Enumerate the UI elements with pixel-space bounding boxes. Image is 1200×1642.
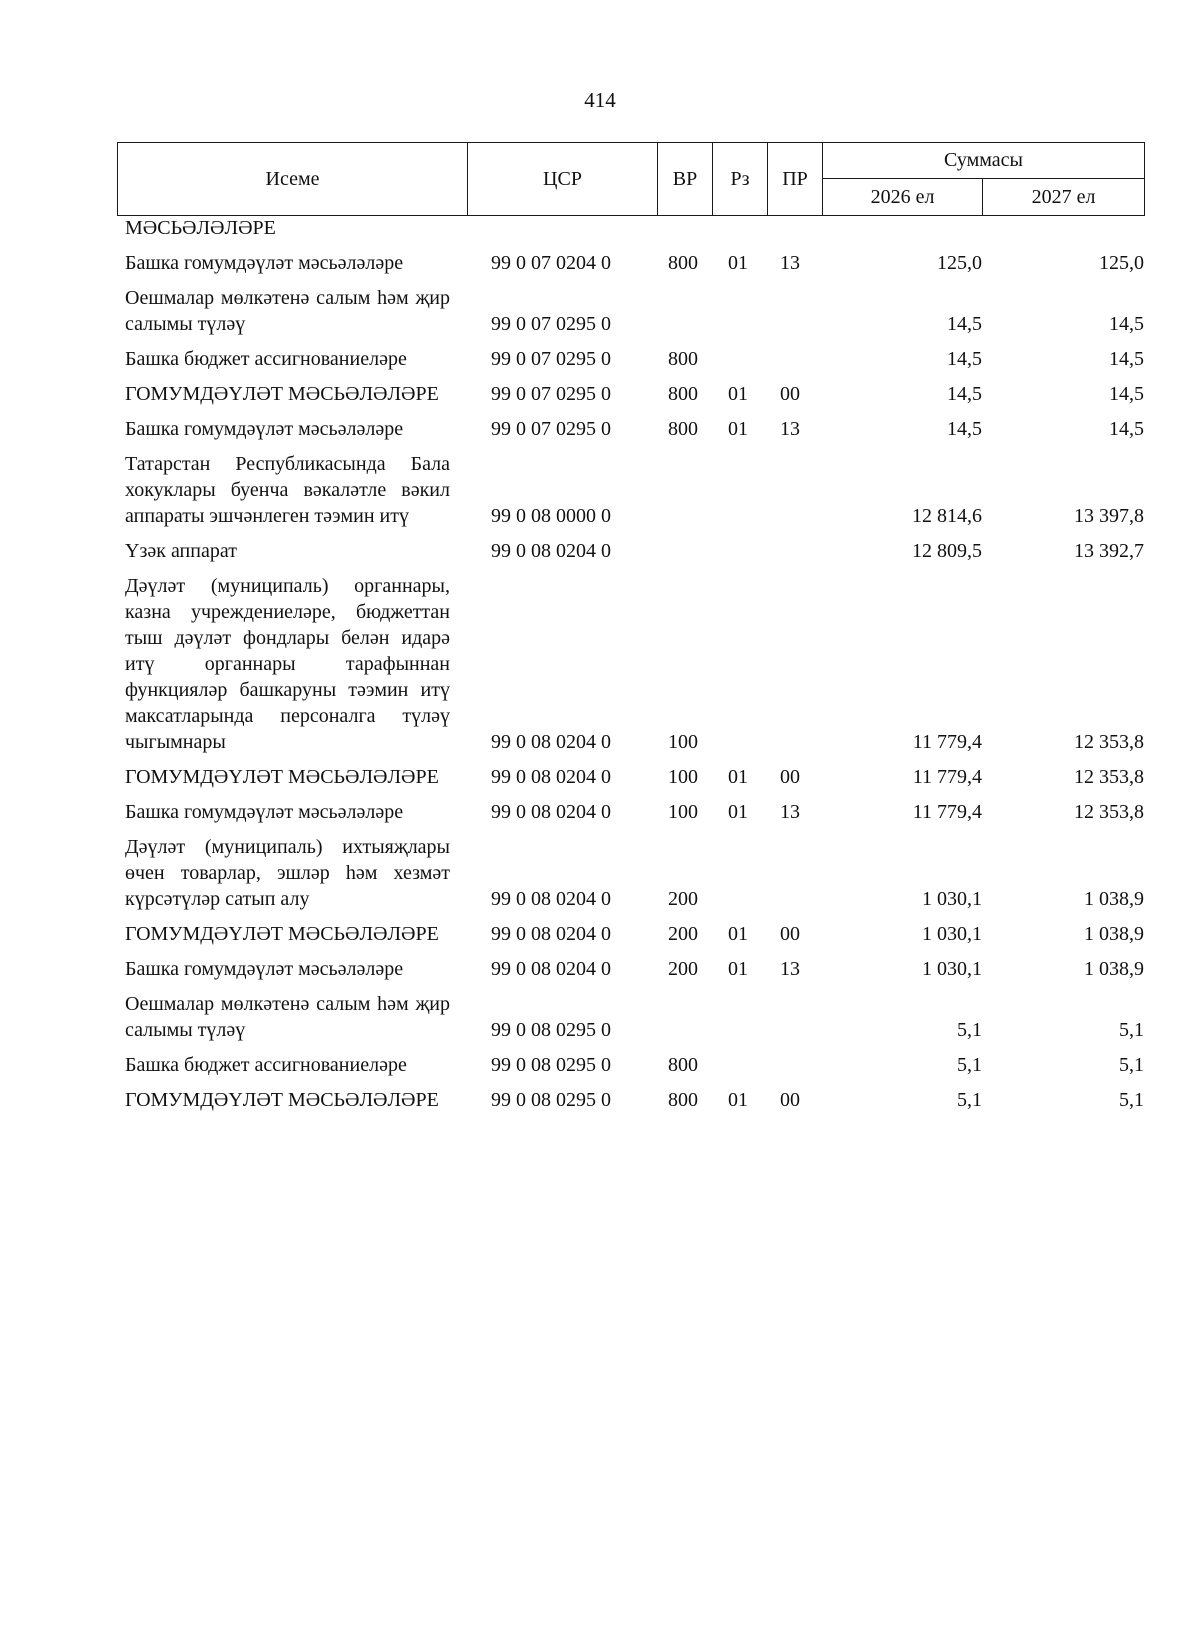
row-name-text: ГОМУМДӘҮЛӘТ МӘСЬӘЛӘЛӘРЕ [125, 766, 439, 788]
cell-sum-2027: 12 353,8 [1074, 766, 1144, 788]
cell-pr: 00 [780, 1089, 800, 1111]
cell-pr: 00 [780, 766, 800, 788]
cell-csr: 99 0 08 0204 0 [491, 731, 611, 753]
cell-vr: 800 [668, 418, 698, 440]
cell-csr: 99 0 08 0204 0 [491, 923, 611, 945]
cell-sum-2027: 12 353,8 [1074, 801, 1144, 823]
cell-csr: 99 0 07 0295 0 [491, 313, 611, 335]
cell-name [117, 799, 467, 834]
header-pr: ПР [768, 143, 823, 216]
cell-pr [767, 834, 822, 921]
table-row [117, 764, 1144, 799]
cell-sum-2027: 12 353,8 [1074, 731, 1144, 753]
table-row [117, 991, 1144, 1052]
cell-pr [767, 1052, 822, 1087]
cell-pr: 13 [780, 801, 800, 823]
table-header [117, 142, 1145, 216]
cell-sum-2027: 5,1 [1119, 1089, 1144, 1111]
cell-csr: 99 0 08 0204 0 [491, 801, 611, 823]
cell-sum-2026: 14,5 [947, 313, 982, 335]
table-row [117, 799, 1144, 834]
header-rz: Рз [713, 143, 768, 216]
cell-csr: 99 0 08 0204 0 [491, 540, 611, 562]
row-name-text: Башка гомумдәүләт мәсьәләләре [125, 801, 404, 823]
row-name-text: МӘСЬӘЛӘЛӘРЕ [125, 217, 276, 239]
cell-sum-2027: 5,1 [1119, 1054, 1144, 1076]
table-row [117, 921, 1144, 956]
cell-pr: 13 [780, 958, 800, 980]
table-row [117, 346, 1144, 381]
cell-sum-2026: 11 779,4 [912, 731, 982, 753]
cell-vr: 200 [668, 958, 698, 980]
cell-vr [657, 215, 712, 250]
cell-name [117, 1087, 467, 1122]
table-row [117, 1087, 1144, 1122]
cell-sum-2026: 14,5 [947, 418, 982, 440]
cell-csr: 99 0 07 0295 0 [491, 383, 611, 405]
cell-name [117, 1052, 467, 1087]
cell-pr [767, 346, 822, 381]
cell-name [117, 381, 467, 416]
cell-vr: 800 [668, 252, 698, 274]
cell-vr [657, 538, 712, 573]
cell-sum-2026 [822, 215, 982, 250]
cell-csr: 99 0 08 0295 0 [491, 1089, 611, 1111]
cell-name [117, 921, 467, 956]
cell-name [117, 573, 467, 764]
header-name: Исеме [118, 143, 468, 216]
table-row [117, 250, 1144, 285]
cell-sum-2027: 1 038,9 [1084, 958, 1144, 980]
cell-rz [712, 215, 767, 250]
cell-sum-2027: 13 392,7 [1074, 540, 1144, 562]
table-row [117, 1052, 1144, 1087]
cell-sum-2026: 125,0 [937, 252, 982, 274]
cell-vr: 200 [668, 923, 698, 945]
cell-sum-2026: 1 030,1 [922, 958, 982, 980]
cell-pr: 00 [780, 923, 800, 945]
cell-csr: 99 0 08 0204 0 [491, 766, 611, 788]
cell-csr: 99 0 07 0204 0 [491, 252, 611, 274]
cell-csr: 99 0 07 0295 0 [491, 348, 611, 370]
cell-pr [767, 285, 822, 346]
cell-rz [712, 285, 767, 346]
cell-vr [657, 451, 712, 538]
table-row [117, 285, 1144, 346]
cell-pr [767, 451, 822, 538]
table-row [117, 956, 1144, 991]
cell-rz [712, 834, 767, 921]
row-name-text: Башка гомумдәүләт мәсьәләләре [125, 958, 404, 980]
cell-rz [712, 991, 767, 1052]
cell-vr [657, 285, 712, 346]
table-row [117, 381, 1144, 416]
cell-sum-2026: 5,1 [957, 1089, 982, 1111]
cell-name [117, 991, 467, 1052]
cell-rz: 01 [728, 383, 748, 405]
cell-csr: 99 0 08 0204 0 [491, 888, 611, 910]
cell-sum-2026: 14,5 [947, 348, 982, 370]
cell-rz [712, 451, 767, 538]
cell-name [117, 538, 467, 573]
cell-rz [712, 346, 767, 381]
table-row [117, 215, 1144, 250]
row-name-text: ГОМУМДӘҮЛӘТ МӘСЬӘЛӘЛӘРЕ [125, 383, 439, 405]
cell-rz: 01 [728, 766, 748, 788]
cell-vr: 800 [668, 348, 698, 370]
cell-sum-2027: 14,5 [1109, 348, 1144, 370]
cell-vr: 200 [668, 888, 698, 910]
cell-sum-2026: 1 030,1 [922, 888, 982, 910]
table-row [117, 451, 1144, 538]
row-name-text: ГОМУМДӘҮЛӘТ МӘСЬӘЛӘЛӘРЕ [125, 923, 439, 945]
cell-vr: 800 [668, 383, 698, 405]
header-sums: Суммасы [823, 143, 1145, 179]
cell-pr: 13 [780, 252, 800, 274]
cell-name [117, 215, 467, 250]
cell-rz: 01 [728, 1089, 748, 1111]
cell-vr: 100 [668, 731, 698, 753]
table-row [117, 573, 1144, 764]
cell-sum-2027: 125,0 [1099, 252, 1144, 274]
cell-sum-2026: 14,5 [947, 383, 982, 405]
cell-csr: 99 0 08 0295 0 [491, 1019, 611, 1041]
cell-name [117, 451, 467, 538]
cell-csr [467, 215, 657, 250]
row-name-text: Үзәк аппарат [125, 540, 237, 562]
row-name-text: Башка гомумдәүләт мәсьәләләре [125, 418, 404, 440]
cell-vr [657, 991, 712, 1052]
cell-sum-2027: 5,1 [1119, 1019, 1144, 1041]
cell-pr [767, 991, 822, 1052]
cell-rz [712, 538, 767, 573]
cell-rz: 01 [728, 958, 748, 980]
cell-sum-2027: 14,5 [1109, 418, 1144, 440]
table-body [117, 215, 1144, 1122]
cell-rz: 01 [728, 801, 748, 823]
cell-pr [767, 573, 822, 764]
cell-pr: 00 [780, 383, 800, 405]
row-name-text: Дәүләт (муниципаль) органнары, казна учреждениеләре, бюджеттан тыш дәүләт фондлары белән идарә итү органнары тарафыннан функцияләр башкаруны тәэмин итү максатларында персоналга түләү чыгымнары [125, 575, 450, 753]
cell-csr: 99 0 07 0295 0 [491, 418, 611, 440]
cell-sum-2027: 13 397,8 [1074, 505, 1144, 527]
cell-sum-2026: 5,1 [957, 1019, 982, 1041]
cell-sum-2026: 11 779,4 [912, 801, 982, 823]
cell-csr: 99 0 08 0204 0 [491, 958, 611, 980]
page-number: 414 [584, 88, 616, 112]
cell-rz: 01 [728, 418, 748, 440]
row-name-text: Татарстан Республикасында Бала хокуклары буенча вәкаләтле вәкил аппараты эшчәнлеген тәэмин итү [125, 453, 450, 527]
table-row [117, 416, 1144, 451]
cell-vr: 800 [668, 1089, 698, 1111]
cell-sum-2026: 12 809,5 [912, 540, 982, 562]
cell-vr: 100 [668, 801, 698, 823]
row-name-text: Оешмалар мөлкәтенә салым һәм җир салымы түләү [125, 287, 450, 335]
cell-name [117, 346, 467, 381]
cell-sum-2027: 1 038,9 [1084, 923, 1144, 945]
cell-sum-2027 [982, 215, 1144, 250]
cell-name [117, 285, 467, 346]
cell-rz [712, 573, 767, 764]
row-name-text: Дәүләт (муниципаль) ихтыяҗлары өчен товарлар, эшләр һәм хезмәт күрсәтүләр сатып алу [125, 836, 450, 910]
cell-pr: 13 [780, 418, 800, 440]
cell-rz: 01 [728, 923, 748, 945]
row-name-text: Башка бюджет ассигнованиеләре [125, 1054, 407, 1076]
cell-pr [767, 538, 822, 573]
cell-sum-2027: 1 038,9 [1084, 888, 1144, 910]
cell-rz [712, 1052, 767, 1087]
cell-vr: 100 [668, 766, 698, 788]
cell-pr [767, 215, 822, 250]
row-name-text: Башка гомумдәүләт мәсьәләләре [125, 252, 404, 274]
cell-name [117, 764, 467, 799]
cell-name [117, 834, 467, 921]
cell-sum-2026: 5,1 [957, 1054, 982, 1076]
cell-name [117, 416, 467, 451]
row-name-text: ГОМУМДӘҮЛӘТ МӘСЬӘЛӘЛӘРЕ [125, 1089, 439, 1111]
row-name-text: Оешмалар мөлкәтенә салым һәм җир салымы түләү [125, 993, 450, 1041]
cell-name [117, 956, 467, 991]
header-vr: ВР [658, 143, 713, 216]
cell-sum-2026: 1 030,1 [922, 923, 982, 945]
row-name-text: Башка бюджет ассигнованиеләре [125, 348, 407, 370]
header-year-2027: 2027 ел [983, 179, 1145, 216]
cell-name [117, 250, 467, 285]
header-year-2026: 2026 ел [823, 179, 983, 216]
cell-csr: 99 0 08 0000 0 [491, 505, 611, 527]
cell-sum-2026: 12 814,6 [912, 505, 982, 527]
cell-sum-2027: 14,5 [1109, 313, 1144, 335]
cell-vr: 800 [668, 1054, 698, 1076]
cell-rz: 01 [728, 252, 748, 274]
header-csr: ЦСР [468, 143, 658, 216]
cell-csr: 99 0 08 0295 0 [491, 1054, 611, 1076]
table-row [117, 834, 1144, 921]
cell-sum-2027: 14,5 [1109, 383, 1144, 405]
budget-table [117, 215, 1144, 1122]
table-row [117, 538, 1144, 573]
cell-sum-2026: 11 779,4 [912, 766, 982, 788]
